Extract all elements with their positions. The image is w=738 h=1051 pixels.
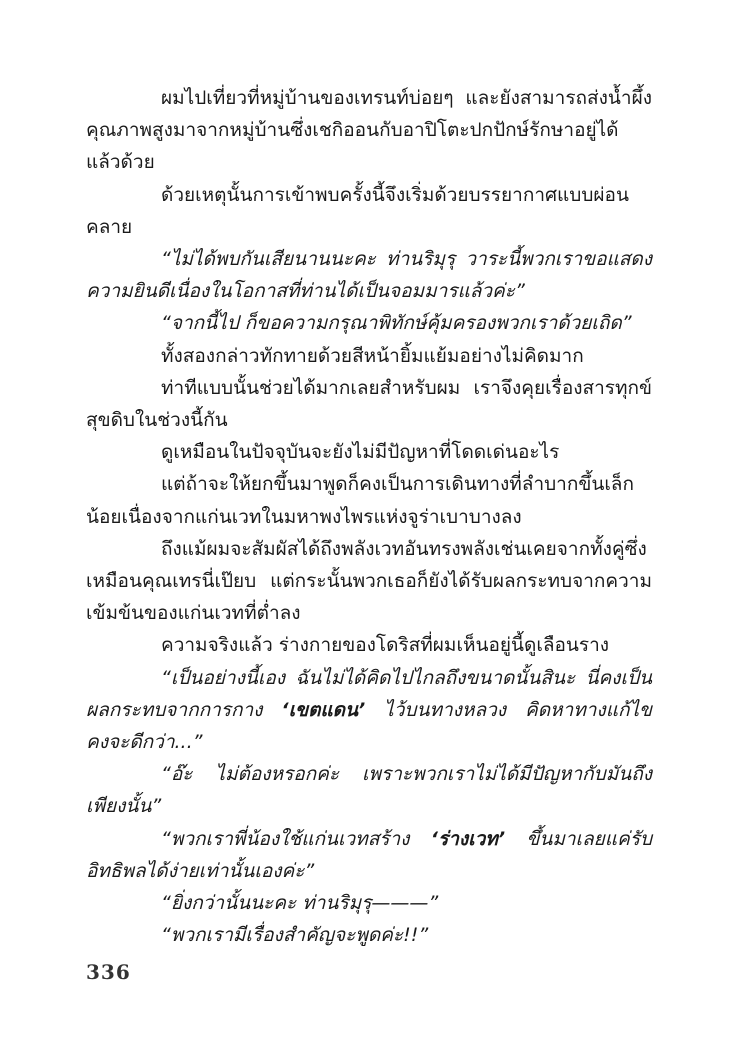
dialogue-line: “พวกเรามีเรื่องสำคัญจะพูดค่ะ!!” — [161, 924, 429, 947]
dialogue-line — [86, 823, 652, 887]
dialogue-line: “ไม่ได้พบกันเสียนานนะคะ ท่านริมุรุ วาระนี้พวกเราขอแสดงความยินดีเนื่องในโอกาสที่ท่านได้เป็นจอมมารแล้วค่ะ” — [86, 248, 652, 303]
dialogue-text: “เป็นอย่างนี้เอง ฉันไม่ได้คิดไปไกลถึงขนาดนั้นสินะ นี่คงเป็นผลกระทบจากการกาง — [86, 666, 652, 721]
paragraph: ถึงแม้ผมจะสัมผัสได้ถึงพลังเวทอันทรงพลังเช่นเคยจากทั้งคู่ซึ่งเหมือนคุณเทรนี่เป๊ยบ แต่กระนั้นพวกเธอก็ยังได้รับผลกระทบจากความเข้มข้นของแก่นเวทที่ต่ำลง — [86, 537, 652, 625]
dialogue-line: “ยิ่งกว่านั้นนะคะ ท่านริมุรุ———” — [161, 892, 439, 915]
emphasis-term: ‘ร่างเวท’ — [430, 827, 506, 850]
paragraph: ท่าทีแบบนั้นช่วยได้มากเลยสำหรับผม เราจึงคุยเรื่องสารทุกข์สุขดิบในช่วงนี้กัน — [86, 376, 652, 432]
dialogue-text: ไว้บนทางหลวง คิดหาทางแก้ไขคงจะดีกว่า...” — [86, 698, 652, 754]
dialogue-text: ขึ้นมาเลยแค่รับอิทธิพลได้ง่ายเท่านั้นเองค่ะ” — [86, 827, 653, 882]
page-number: 336 — [86, 960, 131, 984]
dialogue-line: “จากนี้ไป ก็ขอความกรุณาพิทักษ์คุ้มครองพวกเราด้วยเถิด” — [161, 312, 632, 335]
paragraph: ผมไปเที่ยวที่หมู่บ้านของเทรนท์บ่อยๆ และยังสามารถส่งน้ำผึ้งคุณภาพสูงมาจากหมู่บ้านซึ่งเชกิออนกับอาปิโตะปกปักษ์รักษาอยู่ได้แล้วด้วย — [86, 87, 652, 174]
dialogue-line: “อ๊ะ ไม่ต้องหรอกค่ะ เพราะพวกเราไม่ได้มีปัญหากับมันถึงเพียงนั้น” — [86, 763, 652, 818]
emphasis-term: ‘เขตแดน’ — [281, 698, 366, 721]
page-body — [86, 82, 652, 951]
paragraph: ทั้งสองกล่าวทักทายด้วยสีหน้ายิ้มแย้มอย่างไม่คิดมาก — [161, 344, 584, 367]
dialogue-line — [86, 662, 652, 759]
dialogue-text: “พวกเราพี่น้องใช้แก่นเวทสร้าง — [161, 827, 431, 850]
paragraph: แต่ถ้าจะให้ยกขึ้นมาพูดก็คงเป็นการเดินทางที่ลำบากขึ้นเล็กน้อยเนื่องจากแก่นเวทในมหาพงไพรแห่งจูร่าเบาบางลง — [86, 473, 634, 528]
paragraph: ดูเหมือนในปัจจุบันจะยังไม่มีปัญหาที่โดดเด่นอะไร — [161, 441, 560, 464]
paragraph: ความจริงแล้ว ร่างกายของโดริสที่ผมเห็นอยู่นี้ดูเลือนราง — [161, 634, 610, 657]
paragraph: ด้วยเหตุนั้นการเข้าพบครั้งนี้จึงเริ่มด้วยบรรยากาศแบบผ่อนคลาย — [86, 183, 629, 238]
